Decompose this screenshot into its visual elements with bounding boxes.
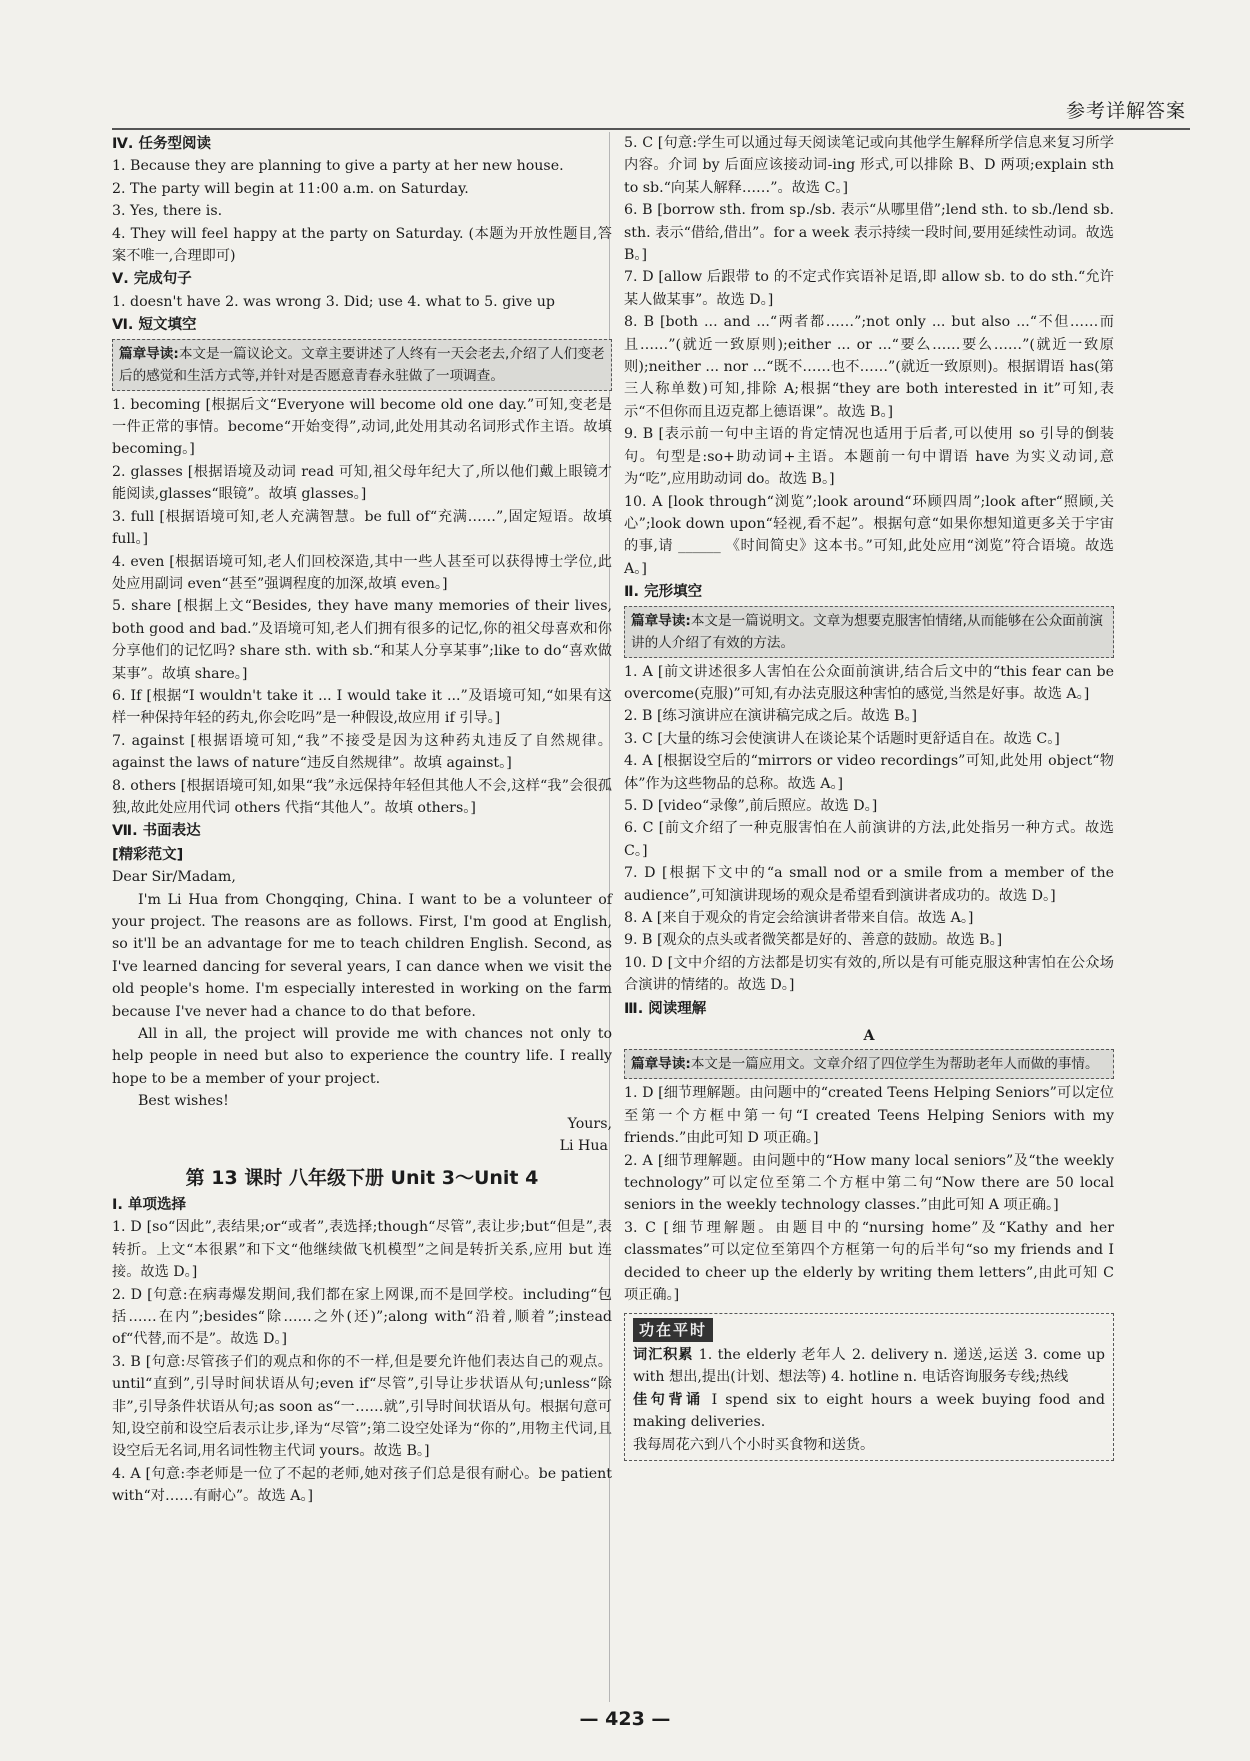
answer-item: 6. If [根据“I wouldn't take it ... I would take it ...”及语境可知,“如果有这样一种保持年轻的药丸,你会吃吗”是一种假设,故应用 if 引导。] [112,687,612,727]
answer-item: 3. C [细节理解题。由题目中的“nursing home”及“Kathy and her classmates”可以定位至第四个方框第一句的后半句“so my friends and I decided to cheer up the elderly by writing them letters”,由此可知 C 项正确。] [624,1219,1114,1304]
section-3-title: Ⅲ. 阅读理解 [624,1000,707,1017]
letter-closing: Best wishes! [138,1093,229,1110]
answer-item: 1. D [细节理解题。由问题中的“created Teens Helping Seniors”可以定位至第一个方框中第一句“I created Teens Helping Seniors with my friends.”由此可知 D 项正确。] [624,1085,1114,1147]
vocab-text: 1. the elderly 老年人 2. delivery n. 递送,运送 3. come up with 想出,提出(计划、想法等) 4. hotline n. 电话咨询服务专线;热线 [633,1346,1105,1386]
letter-greeting: Dear Sir/Madam, [112,869,236,886]
answer-item: 10. A [look through“浏览”;look around“环顾四周”;look after“照顾,关心”;look down upon“轻视,看不起”。根据句意“如果你想知道更多关于宇宙的事,请 ______ 《时间简史》这本书。”可知,此处应用“浏览”符合语境。故选 A。] [624,493,1114,577]
answer-item: 6. B [borrow sth. from sp./sb. 表示“从哪里借”;lend sth. to sb./lend sb. sth. 表示“借给,借出”。for a week 表示持续一段时间,要用延续性动词。故选 B。] [624,202,1114,264]
reading-guide-box [624,606,1114,658]
vocab-label: 词汇积累 [633,1346,694,1363]
lesson-title: 第 13 课时 八年级下册 Unit 3～Unit 4 [185,1167,539,1190]
practice-tag: 功在平时 [633,1318,713,1342]
guide-text: 本文是一篇议论文。文章主要讲述了人终有一天会老去,介绍了人们变老后的感觉和生活方式等,并针对是否愿意青春永驻做了一项调查。 [119,345,605,384]
left-column [112,132,612,1508]
answer-item: 10. D [文中介绍的方法都是切实有效的,所以是有可能克服这种害怕在公众场合演讲的情绪的。故选 D。] [624,954,1114,994]
section-6-title: Ⅵ. 短文填空 [112,317,197,334]
answer-item: 3. full [根据语境可知,老人充满智慧。be full of“充满……”,固定短语。故填 full。] [112,508,612,548]
guide-label: 篇章导读: [631,1056,691,1073]
answer-item: 8. others [根据语境可知,如果“我”永远保持年轻但其他人不会,这样“我”会很孤独,故此处应用代词 others 代指“其他人”。故填 others。] [112,777,612,816]
answer-item: 4. They will feel happy at the party on Saturday. (本题为开放性题目,答案不唯一,合理即可) [112,225,612,265]
answer-item: 2. D [句意:在病毒爆发期间,我们都在家上网课,而不是回学校。including“包括……在内”;besides“除……之外(还)”;along with“沿着,顺着”;instead of“代替,而不是”。故选 D。] [112,1286,612,1348]
sentence-translation: 我每周花六到八个小时买食物和送货。 [633,1436,875,1453]
answer-item: 3. Yes, there is. [112,203,223,220]
answer-item: 5. D [video“录像”,前后照应。故选 D。] [624,797,878,814]
section-7-title: Ⅶ. 书面表达 [112,823,201,840]
header-rule [112,128,1190,130]
answer-item: 1. doesn't have 2. was wrong 3. Did; use 4. what to 5. give up [112,293,555,310]
guide-label: 篇章导读: [631,612,691,629]
answer-item: 1. Because they are planning to give a party at her new house. [112,158,564,175]
answer-item: 7. D [根据下文中的“a small nod or a smile from a member of the audience”,可知演讲现场的观众是希望看到演讲者成功的。故选 D。] [624,865,1114,904]
guide-text: 本文是一篇应用文。文章介绍了四位学生为帮助老年人而做的事情。 [690,1056,1099,1073]
section-2-title: Ⅱ. 完形填空 [624,584,703,601]
letter-signature: Li Hua [559,1138,608,1155]
answer-item: 1. A [前文讲述很多人害怕在公众面前演讲,结合后文中的“this fear can be overcome(克服)”可知,有办法克服这种害怕的感觉,当然是好事。故选 A。] [624,663,1114,702]
section-5-title: Ⅴ. 完成句子 [112,271,192,288]
page-header: 参考详解答案 [1065,100,1186,122]
answer-item: 6. C [前文介绍了一种克服害怕在人前演讲的方法,此处指另一种方式。故选 C。] [624,820,1114,859]
answer-item: 5. share [根据上文“Besides, they have many memories of their lives, both good and bad.”及语境可知,老人们拥有很多的记忆,你的祖父母喜欢和你分享他们的记忆吗? share sth. with sb.“和某人分享某事”;like to do“喜欢做某事”。故填 share。] [112,598,612,682]
answer-item: 2. A [细节理解题。由问题中的“How many local seniors”及“the weekly technology”可以定位至第二个方框中第二句“Now there are 50 local seniors in the weekly technology classes.”由此可知 A 项正确。] [624,1152,1114,1214]
answer-item: 7. against [根据语境可知,“我”不接受是因为这种药丸违反了自然规律。against the laws of nature“违反自然规律”。故填 against。] [112,732,612,772]
page-number: — 423 — [579,1708,671,1730]
answer-item: 4. even [根据语境可知,老人们回校深造,其中一些人甚至可以获得博士学位,此处应用副词 even“甚至”强调程度的加深,故填 even。] [112,553,612,592]
guide-text: 本文是一篇说明文。文章为想要克服害怕情绪,从而能够在公众面前演讲的人介绍了有效的方法。 [631,612,1103,651]
answer-item: 2. B [练习演讲应在演讲稿完成之后。故选 B。] [624,708,918,725]
answer-item: 2. glasses [根据语境及动词 read 可知,祖父母年纪大了,所以他们戴上眼镜才能阅读,glasses“眼镜”。故填 glasses。] [112,463,612,503]
answer-item: 1. becoming [根据后文“Everyone will become old one day.”可知,变老是一件正常的事情。become“开始变得”,动词,此处用其动名词形式作主语。故填 becoming。] [112,396,612,458]
answer-item: 3. B [句意:尽管孩子们的观点和你的不一样,但是要允许他们表达自己的观点。until“直到”,引导时间状语从句;even if“尽管”,引导让步状语从句;unless“除非”,引导条件状语从句;as soon as“一……就”,引导时间状语从句。根据句意可知,设空前和设空后表示让步,译为“尽管”;第二设空处译为“你的”,用物主代词,且设空后无名词,用名词性物主代词 yours。故选 B。] [112,1353,612,1460]
answer-item: 4. A [句意:李老师是一位了不起的老师,她对孩子们总是很有耐心。be patient with“对……有耐心”。故选 A。] [112,1465,612,1505]
section-4-title: Ⅳ. 任务型阅读 [112,136,211,152]
answer-item: 8. B [both ... and ...“两者都……”;not only ... but also ...“不但……而且……”(就近一致原则);either ... or ...“要么……要么……”(就近一致原则);neither ... nor ...“既不……也不……”(就近一致原则)。根据谓语 has(第三人称单数)可知,排除 A;根据“they are both interested in it”可知,表示“不但你而且迈克都上德语课”。故选 B。] [624,314,1114,420]
sentence-label: 佳句背诵 [633,1391,704,1408]
answer-item: 4. A [根据设空后的“mirrors or video recordings”可知,此处用 object“物体”作为这些物品的总称。故选 A。] [624,753,1114,792]
answer-item: 5. C [句意:学生可以通过每天阅读笔记或向其他学生解释所学信息来复习所学内容。介词 by 后面应该接动词-ing 形式,可以排除 B、D 两项;explain sth to sb.“向某人解释……”。故选 C。] [624,135,1114,196]
letter-paragraph: All in all, the project will provide me with chances not only to help people in need but also to experience the country life. I really hope to be a member of your project. [112,1026,612,1087]
reading-guide-box [112,339,612,391]
model-essay-label: [精彩范文] [112,846,184,863]
letter-paragraph: I'm Li Hua from Chongqing, China. I want to be a volunteer of your project. The reasons are as follows. First, I'm good at English, so it'll be an advantage for me to teach children English. Second, as I've learned dancing for several years, I can dance when we visit the old people's home. I'm especially interested in working on the farm because I've never had a chance to do that before. [112,891,612,1020]
practice-box [624,1313,1114,1461]
guide-label: 篇章导读: [119,345,179,362]
answer-item: 8. A [来自于观众的肯定会给演讲者带来自信。故选 A。] [624,910,974,926]
section-1-title: Ⅰ. 单项选择 [112,1196,186,1213]
right-column [624,132,1114,1461]
answer-item: 2. The party will begin at 11:00 a.m. on Saturday. [112,180,469,197]
reading-guide-box [624,1049,1114,1079]
answer-item: 9. B [表示前一句中主语的肯定情况也适用于后者,可以使用 so 引导的倒装句。句型是:so+助动词+主语。本题前一句中谓语 have 为实义动词,意为“吃”,应用助动词 do。故选 B。] [624,426,1114,488]
sentence-text: I spend six to eight hours a week buying food and making deliveries. [633,1391,1105,1431]
letter-yours: Yours, [567,1115,612,1132]
answer-item: 1. D [so“因此”,表结果;or“或者”,表选择;though“尽管”,表让步;but“但是”,表转折。上文“本很累”和下文“他继续做飞机模型”之间是转折关系,应用 but 连接。故选 D。] [112,1219,612,1281]
answer-item: 9. B [观众的点头或者微笑都是好的、善意的鼓励。故选 B。] [624,932,1003,949]
answer-item: 7. D [allow 后跟带 to 的不定式作宾语补足语,即 allow sb. to do sth.“允许某人做某事”。故选 D。] [624,269,1114,308]
passage-label: A [863,1028,875,1045]
answer-item: 3. C [大量的练习会使演讲人在谈论某个话题时更舒适自在。故选 C。] [624,730,1060,747]
